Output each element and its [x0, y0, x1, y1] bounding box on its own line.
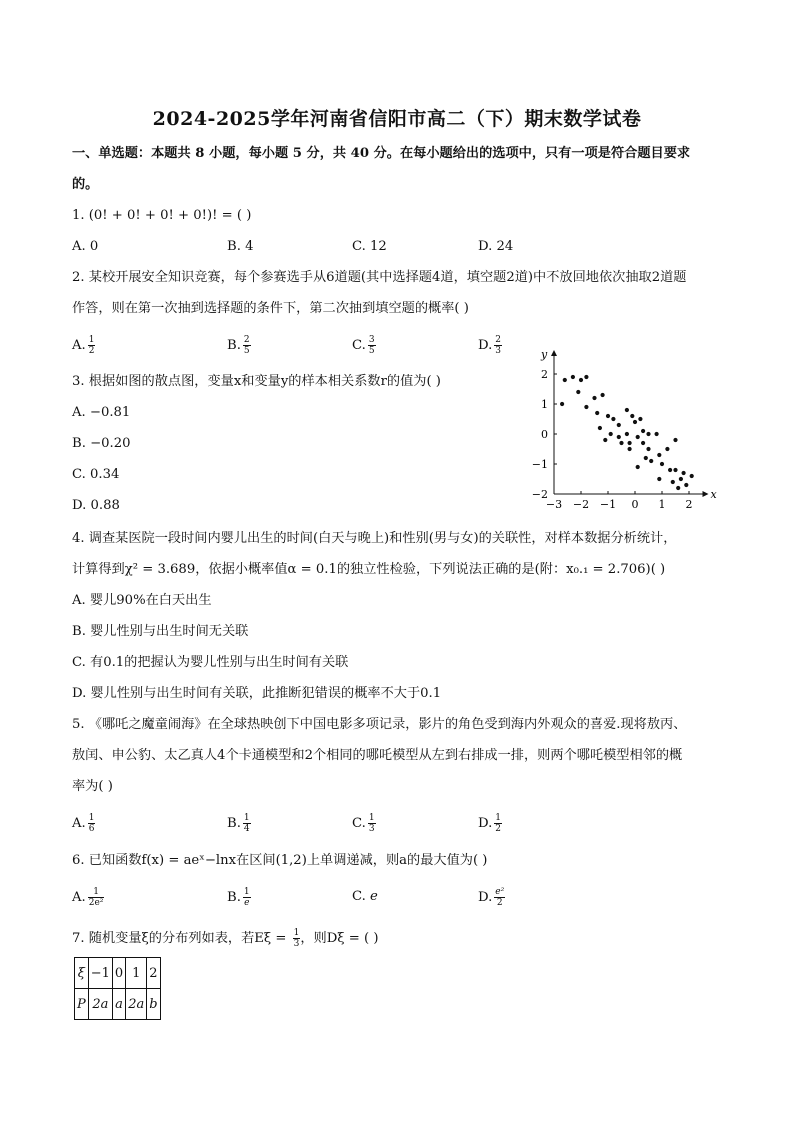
question-6-option-a[interactable]: A. $\frac{1}{\text{2e²}}$: [72, 887, 104, 908]
x-tick-label: −1: [599, 498, 617, 511]
question-1-option-b[interactable]: B. 4: [227, 239, 254, 254]
question-1-option-a[interactable]: A. 0: [72, 239, 99, 254]
scatter-point: [673, 438, 677, 442]
question-6-option-c[interactable]: C. e: [352, 889, 378, 904]
x-tick-label: −2: [572, 498, 590, 511]
question-4-option-c[interactable]: C. 有0.1的把握认为婴儿性别与出生时间有关联: [72, 655, 349, 670]
scatter-point: [684, 483, 688, 487]
question-5-stem-cont: 敖闰、申公豹、太乙真人4个卡通模型和2个相同的哪吒模型从左到右排成一排，则两个哪吒模型相邻的概: [72, 748, 683, 763]
scatter-point: [579, 378, 583, 382]
question-5-stem-cont2: 率为( ): [72, 779, 113, 794]
question-3-option-a[interactable]: A. −0.81: [72, 405, 131, 420]
x-tick-label: 1: [658, 498, 666, 511]
question-2-option-d[interactable]: D. $\frac{2}{3}$: [478, 335, 502, 356]
question-5-option-a[interactable]: A. $\frac{1}{6}$: [72, 813, 95, 834]
scatter-point: [625, 432, 629, 436]
table-cell: a: [112, 989, 125, 1020]
scatter-point: [636, 465, 640, 469]
page-title: 2024-2025学年河南省信阳市高二（下）期末数学试卷: [152, 108, 642, 130]
x-axis-arrow: [703, 491, 709, 497]
scatter-point: [690, 474, 694, 478]
table-row: [75, 958, 161, 989]
scatter-point: [571, 375, 575, 379]
question-4-stem-cont: 计算得到χ² = 3.689，依据小概率值α = 0.1的独立性检验，下列说法正确的是(附：x₀.₁ = 2.706)( ): [72, 562, 666, 577]
question-4-option-a[interactable]: A. 婴儿90%在白天出生: [72, 593, 212, 608]
scatter-point: [644, 456, 648, 460]
fraction: $\frac{2}{5}$: [243, 335, 250, 356]
scatter-point: [641, 429, 645, 433]
table-cell: 2a: [126, 989, 147, 1020]
fraction: $\frac{3}{5}$: [368, 335, 375, 356]
scatter-point: [625, 408, 629, 412]
question-5-option-b[interactable]: B. $\frac{1}{4}$: [227, 813, 250, 834]
fraction: $\frac{2}{3}$: [495, 335, 502, 356]
scatter-point: [619, 441, 623, 445]
scatter-point: [646, 447, 650, 451]
question-5-stem: 5. 《哪吒之魔童闹海》在全球热映创下中国电影多项记录，影片的角色受到海内外观众的喜爱.现将敖丙、: [72, 717, 687, 732]
y-tick-label: −1: [531, 458, 548, 471]
fraction: $\frac{\text{e²}}{2}$: [495, 887, 505, 908]
x-tick-label: −3: [545, 498, 563, 511]
question-7-stem: 7. 随机变量ξ的分布列如表，若Eξ = $\frac{1}{3}$ ，则Dξ = ( ): [72, 928, 379, 949]
question-3-option-d[interactable]: D. 0.88: [72, 498, 120, 513]
question-4-option-d[interactable]: D. 婴儿性别与出生时间有关联，此推断犯错误的概率不大于0.1: [72, 686, 442, 701]
scatter-point: [563, 378, 567, 382]
scatter-point: [665, 447, 669, 451]
table-cell: P: [75, 989, 89, 1020]
question-2-option-c[interactable]: C. $\frac{3}{5}$: [352, 335, 375, 356]
fraction: $\frac{1}{3}$: [293, 928, 300, 949]
question-2-stem-cont: 作答，则在第一次抽到选择题的条件下，第二次抽到填空题的概率( ): [72, 301, 469, 316]
scatter-point: [584, 375, 588, 379]
question-5-option-c[interactable]: C. $\frac{1}{3}$: [352, 813, 375, 834]
scatter-point: [628, 441, 632, 445]
section-header-cont: 的。: [72, 177, 99, 192]
scatter-point: [603, 438, 607, 442]
scatter-point: [657, 453, 661, 457]
scatter-point: [628, 447, 632, 451]
scatter-point: [646, 432, 650, 436]
distribution-table: [74, 957, 161, 1020]
scatter-point: [638, 417, 642, 421]
x-tick-label: 0: [631, 498, 639, 511]
question-1-option-d[interactable]: D. 24: [478, 239, 514, 254]
table-cell: −1: [88, 958, 112, 989]
question-4-stem: 4. 调查某医院一段时间内婴儿出生的时间(白天与晚上)和性别(男与女)的关联性，对样本数据分析统计，: [72, 531, 677, 546]
scatter-point: [584, 405, 588, 409]
scatter-point: [601, 393, 605, 397]
section-header: 一、单选题：本题共 8 小题，每小题 5 分，共 40 分。在每小题给出的选项中，只有一项是符合题目要求: [72, 146, 691, 161]
scatter-point: [679, 477, 683, 481]
fraction: $\frac{1}{6}$: [88, 813, 95, 834]
question-4-option-b[interactable]: B. 婴儿性别与出生时间无关联: [72, 624, 249, 639]
y-tick-label: 0: [541, 428, 548, 441]
y-tick-label: −2: [531, 488, 548, 501]
question-2-option-b[interactable]: B. $\frac{2}{5}$: [227, 335, 250, 356]
scatter-point: [598, 426, 602, 430]
fraction: $\frac{1}{2}$: [495, 813, 502, 834]
table-cell: 2: [147, 958, 160, 989]
question-2-option-a[interactable]: A. $\frac{1}{2}$: [72, 335, 95, 356]
y-axis-label: y: [541, 348, 548, 361]
scatter-point: [668, 468, 672, 472]
scatter-point: [617, 423, 621, 427]
fraction: $\frac{1}{4}$: [243, 813, 250, 834]
scatter-point: [671, 480, 675, 484]
question-3-option-b[interactable]: B. −0.20: [72, 436, 131, 451]
table-cell: b: [147, 989, 160, 1020]
scatter-point: [630, 414, 634, 418]
scatter-point: [649, 459, 653, 463]
scatter-point: [606, 414, 610, 418]
scatter-point: [673, 468, 677, 472]
scatter-point: [641, 441, 645, 445]
table-cell: 2a: [88, 989, 112, 1020]
question-3-option-c[interactable]: C. 0.34: [72, 467, 120, 482]
question-6-option-b[interactable]: B. $\frac{1}{e}$: [227, 887, 250, 908]
scatter-point: [576, 390, 580, 394]
y-tick-label: 2: [541, 368, 548, 381]
table-cell: 0: [112, 958, 125, 989]
fraction: $\frac{1}{2}$: [88, 335, 95, 356]
scatter-point: [676, 486, 680, 490]
fraction: $\frac{1}{3}$: [368, 813, 375, 834]
scatter-point: [636, 435, 640, 439]
table-cell: ξ: [75, 958, 89, 989]
scatter-point: [592, 396, 596, 400]
scatter-plot: [525, 340, 735, 512]
table-row: [75, 989, 161, 1020]
scatter-point: [617, 435, 621, 439]
fraction: $\frac{1}{e}$: [243, 887, 250, 908]
scatter-point: [609, 432, 613, 436]
question-6-stem: 6. 已知函数f(x) = aeˣ−lnx在区间(1,2)上单调递减，则a的最大值为( ): [72, 853, 488, 868]
fraction: $\frac{1}{\text{2e²}}$: [88, 887, 104, 908]
question-3-stem: 3. 根据如图的散点图，变量x和变量y的样本相关系数r的值为( ): [72, 374, 441, 389]
question-1-option-c[interactable]: C. 12: [352, 239, 387, 254]
scatter-point: [657, 477, 661, 481]
table-cell: 1: [126, 958, 147, 989]
question-1-stem: 1. (0! + 0! + 0! + 0!)! = ( ): [72, 208, 252, 223]
y-axis-arrow: [551, 350, 557, 356]
scatter-point: [560, 402, 564, 406]
scatter-point: [682, 471, 686, 475]
scatter-point: [655, 432, 659, 436]
question-2-stem: 2. 某校开展安全知识竞赛，每个参赛选手从6道题(其中选择题4道，填空题2道)中不放回地依次抽取2道题: [72, 270, 687, 285]
x-axis-label: x: [710, 488, 717, 501]
scatter-point: [595, 411, 599, 415]
x-tick-label: 2: [685, 498, 693, 511]
scatter-point: [660, 462, 664, 466]
question-6-option-d[interactable]: D. $\frac{\text{e²}}{2}$: [478, 887, 505, 908]
scatter-point: [633, 420, 637, 424]
scatter-point: [611, 417, 615, 421]
question-5-option-d[interactable]: D. $\frac{1}{2}$: [478, 813, 502, 834]
y-tick-label: 1: [541, 398, 548, 411]
